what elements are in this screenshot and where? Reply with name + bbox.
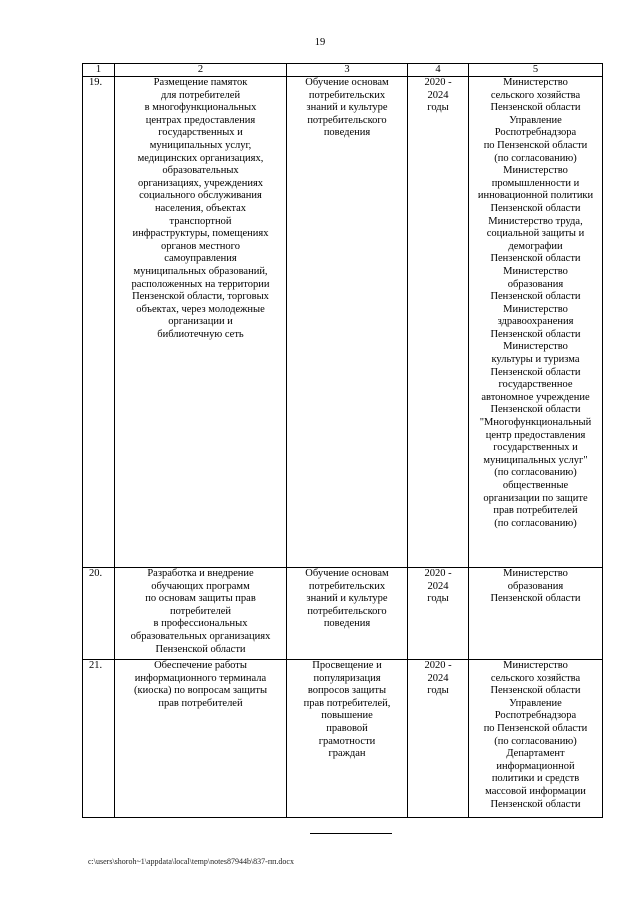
cell-line: промышленности и xyxy=(491,177,580,189)
cell-line: инновационной политики xyxy=(477,190,594,202)
cell-line: (по согласованию) xyxy=(494,735,577,747)
cell-line: по основам защиты прав xyxy=(145,593,256,605)
cell-line: населения, объектах xyxy=(155,202,246,214)
cell-line: информационной xyxy=(496,760,575,772)
cell-line: знаний и культуре xyxy=(306,102,388,114)
cell-line: Пензенской области xyxy=(490,404,581,416)
footer-divider xyxy=(310,833,392,834)
cell-line: Управление xyxy=(509,114,562,126)
table-row xyxy=(83,77,603,568)
cell-line: Пензенской области xyxy=(490,253,581,265)
cell-line: для потребителей xyxy=(160,89,241,101)
cell-line: муниципальных образований, xyxy=(133,265,268,277)
column-header: 2 xyxy=(115,64,287,77)
cell-line: годы xyxy=(427,685,449,697)
cell-line: информационного терминала xyxy=(134,672,267,684)
cell-line: инфраструктуры, помещениях xyxy=(132,228,269,240)
cell-line: 2020 - xyxy=(424,77,452,88)
page-number: 19 xyxy=(314,37,326,48)
cell-line: Обеспечение работы xyxy=(154,660,247,671)
table-header-row xyxy=(83,64,603,77)
cell-line: Управление xyxy=(509,697,562,709)
cell-line: вопросов защиты xyxy=(307,685,387,697)
cell-line: прав потребителей xyxy=(493,505,578,517)
row-number: 21. xyxy=(83,660,115,818)
cell-line: самоуправления xyxy=(164,253,237,265)
cell-line: муниципальных услуг" xyxy=(483,454,588,466)
cell-line: государственное xyxy=(498,379,573,391)
cell-line: социальной защиты и xyxy=(486,228,585,240)
cell-line: Просвещение и xyxy=(312,660,382,671)
cell-line: обучающих программ xyxy=(151,580,250,592)
measures-table xyxy=(82,63,603,818)
cell-line: образовательных xyxy=(162,165,239,177)
cell-line: медицинских организациях, xyxy=(137,152,264,164)
cell-line: организации и xyxy=(168,316,233,328)
cell-line: правовой xyxy=(326,722,368,734)
cell-line: потребителей xyxy=(169,605,232,617)
cell-line: организациях, учреждениях xyxy=(137,177,264,189)
cell-line: потребительских xyxy=(308,580,386,592)
column-header: 4 xyxy=(408,64,469,77)
cell-line: прав потребителей xyxy=(158,697,243,709)
cell-line: годы xyxy=(427,102,449,114)
executors-cell xyxy=(469,568,603,660)
cell-line: Пензенской области xyxy=(490,366,581,378)
cell-line: массовой информации xyxy=(485,785,586,797)
cell-line: образования xyxy=(507,580,564,592)
period-cell xyxy=(408,568,469,660)
cell-line: Разработка и внедрение xyxy=(147,568,254,579)
goal-cell xyxy=(287,77,408,568)
cell-line: Министерство xyxy=(503,265,568,277)
cell-line: 2020 - xyxy=(424,660,452,671)
column-header: 1 xyxy=(83,64,115,77)
cell-line: культуры и туризма xyxy=(491,354,580,366)
cell-line: Пензенской области xyxy=(490,102,581,114)
cell-line: муниципальных услуг, xyxy=(149,139,252,151)
action-cell xyxy=(115,660,287,818)
file-path: c:\users\shoroh~1\appdata\local\temp\notes87944b\837-пп.docx xyxy=(88,857,294,866)
cell-line: поведения xyxy=(323,127,371,139)
cell-line: общественные xyxy=(502,480,569,491)
cell-line: граждан xyxy=(328,748,366,760)
cell-line: прав потребителей, xyxy=(303,697,391,709)
cell-line: по Пензенской области xyxy=(483,722,588,734)
cell-line: Министерство xyxy=(503,568,568,579)
cell-line: потребительского xyxy=(307,114,387,126)
cell-line: Пензенской области, торговых xyxy=(132,291,269,303)
cell-line: годы xyxy=(427,593,449,605)
cell-line: транспортной xyxy=(169,215,232,227)
cell-line: Министерство xyxy=(503,165,568,177)
period-cell xyxy=(408,77,469,568)
cell-line: политики и средств xyxy=(491,773,580,785)
cell-line: 2024 xyxy=(427,672,449,684)
cell-line: Пензенской области xyxy=(490,593,581,605)
column-header: 5 xyxy=(469,64,603,77)
cell-line: Роспотребнадзора xyxy=(494,127,577,139)
cell-line: Департамент xyxy=(506,748,565,760)
cell-line: образовательных организациях xyxy=(130,630,271,642)
cell-line: социального обслуживания xyxy=(139,190,262,202)
cell-line: Пензенской области xyxy=(490,798,581,810)
cell-line: в профессиональных xyxy=(153,618,248,630)
cell-line: (по согласованию) xyxy=(494,152,577,164)
cell-line: 2024 xyxy=(427,580,449,592)
row-number: 19. xyxy=(83,77,115,568)
executors-cell xyxy=(469,77,603,568)
cell-line: государственных и xyxy=(158,127,243,139)
cell-line: Министерство xyxy=(503,77,568,88)
cell-line: (по согласованию) xyxy=(494,517,577,529)
cell-line: Министерство xyxy=(503,341,568,353)
cell-line: центр предоставления xyxy=(485,429,586,441)
cell-line: Министерство xyxy=(503,303,568,315)
cell-line: "Многофункциональный xyxy=(479,417,592,429)
goal-cell xyxy=(287,568,408,660)
table-row xyxy=(83,660,603,818)
cell-line: Размещение памяток xyxy=(153,77,248,88)
cell-line: популяризация xyxy=(313,672,381,684)
cell-line: потребительских xyxy=(308,89,386,101)
cell-line: демографии xyxy=(508,240,563,252)
cell-line: потребительского xyxy=(307,605,387,617)
cell-line: расположенных на территории xyxy=(131,278,270,290)
cell-line: сельского хозяйства xyxy=(490,89,581,101)
cell-line: Пензенской области xyxy=(490,291,581,303)
cell-line: грамотности xyxy=(318,735,376,747)
cell-line: Пензенской области xyxy=(490,328,581,340)
cell-line: Обучение основам xyxy=(305,568,389,579)
cell-line: Министерство труда, xyxy=(488,215,583,227)
cell-line: Роспотребнадзора xyxy=(494,710,577,722)
cell-line: в многофункциональных xyxy=(144,102,257,114)
cell-line: Обучение основам xyxy=(305,77,389,88)
table-row xyxy=(83,568,603,660)
action-cell xyxy=(115,568,287,660)
cell-line: Пензенской области xyxy=(155,643,246,655)
action-cell xyxy=(115,77,287,568)
cell-line: Пензенской области xyxy=(490,685,581,697)
cell-line: автономное учреждение xyxy=(481,391,590,403)
row-number: 20. xyxy=(83,568,115,660)
period-cell xyxy=(408,660,469,818)
cell-line: центрах предоставления xyxy=(145,114,256,126)
cell-line: Пензенской области xyxy=(490,202,581,214)
cell-line: повышение xyxy=(321,710,373,722)
cell-line: Министерство xyxy=(503,660,568,671)
cell-line: знаний и культуре xyxy=(306,593,388,605)
goal-cell xyxy=(287,660,408,818)
cell-line: (киоска) по вопросам защиты xyxy=(134,685,267,697)
cell-line: 2024 xyxy=(427,89,449,101)
cell-line: сельского хозяйства xyxy=(490,672,581,684)
cell-line: 2020 - xyxy=(424,568,452,579)
cell-line: поведения xyxy=(323,618,371,630)
cell-line: по Пензенской области xyxy=(483,139,588,151)
cell-line: здравоохранения xyxy=(497,316,574,328)
cell-line: объектах, через молодежные xyxy=(136,303,265,315)
cell-line: библиотечную сеть xyxy=(157,328,244,340)
executors-cell xyxy=(469,660,603,818)
cell-line: образования xyxy=(507,278,564,290)
cell-line: государственных и xyxy=(493,442,578,454)
cell-line: организации по защите xyxy=(483,492,588,504)
cell-line: органов местного xyxy=(161,240,240,252)
column-header: 3 xyxy=(287,64,408,77)
cell-line: (по согласованию) xyxy=(494,467,577,479)
